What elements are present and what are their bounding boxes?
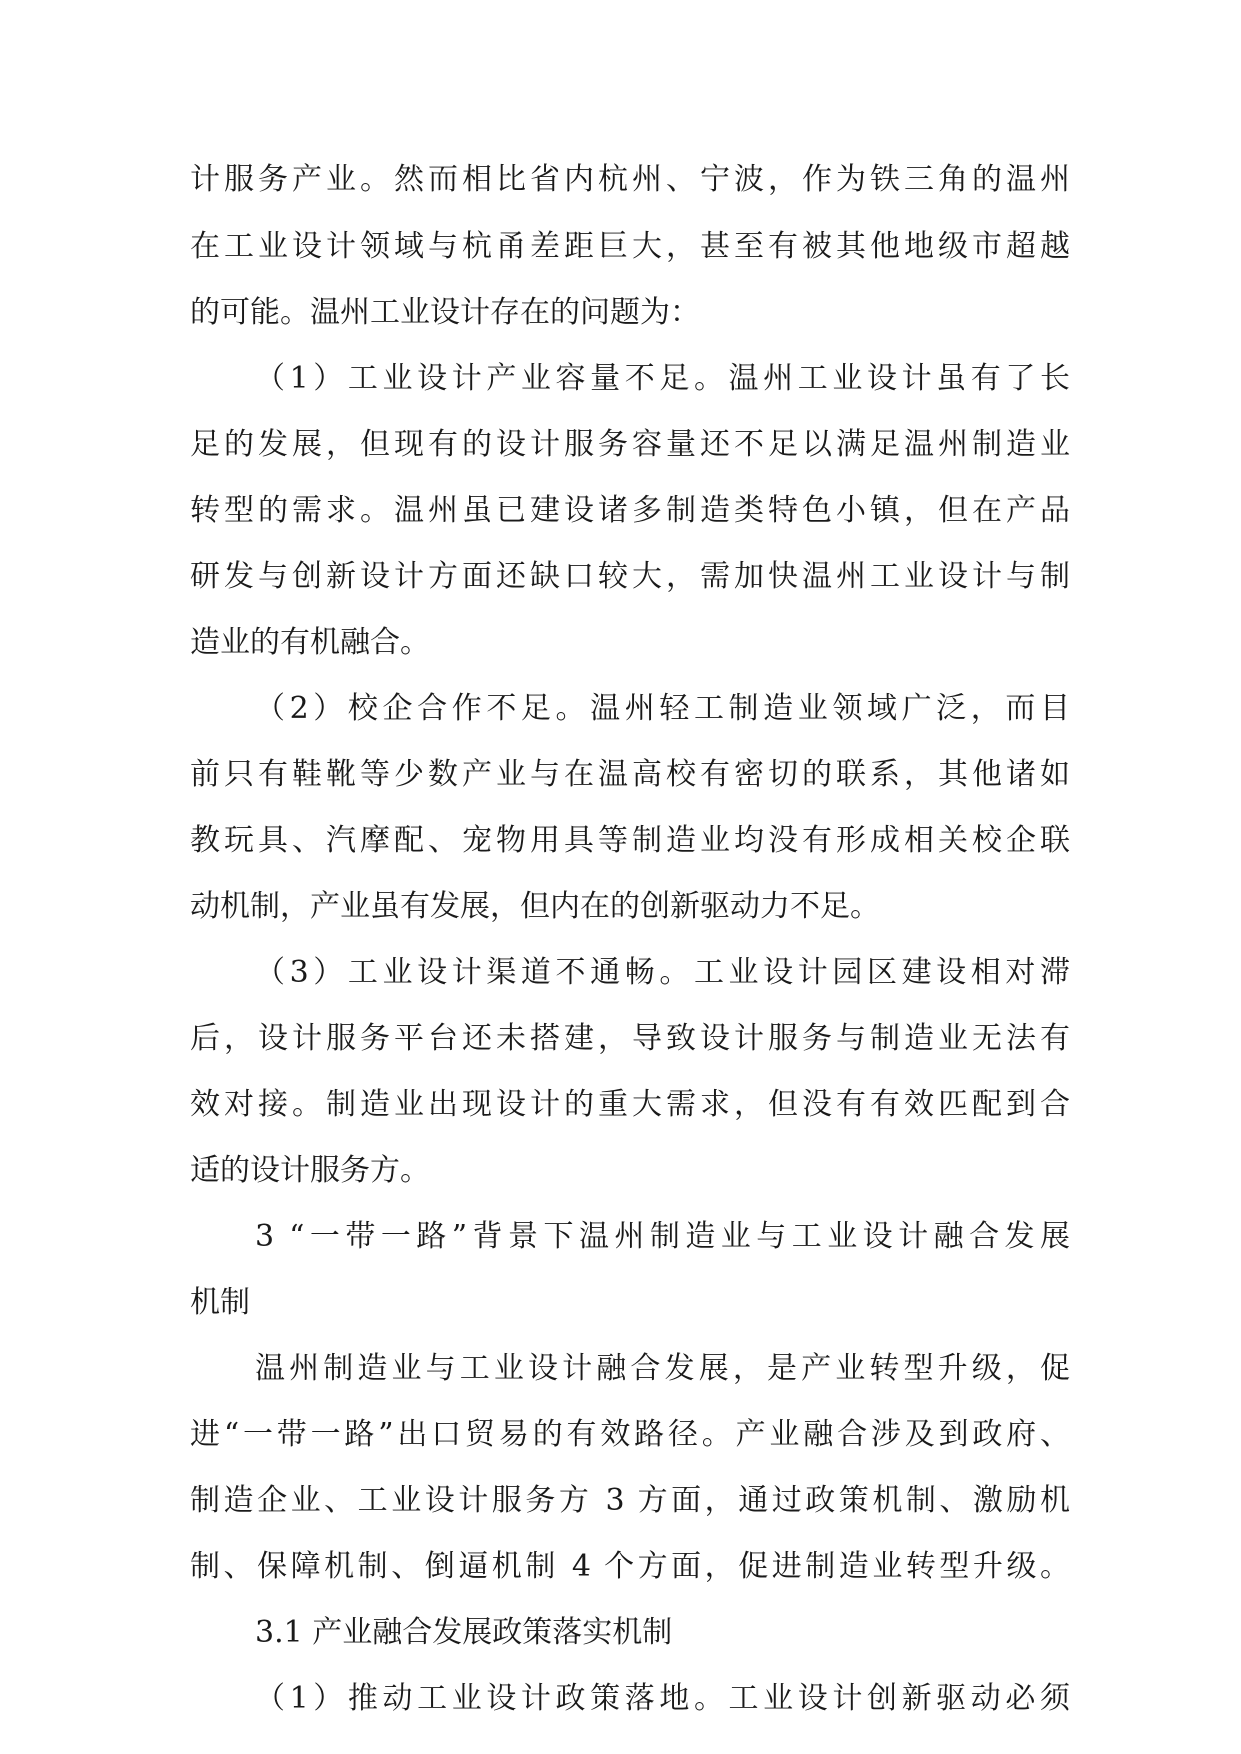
list-item-line: （2）校企合作不足。温州轻工制造业领域广泛，而目 bbox=[255, 691, 1070, 726]
body-text-line: 温州制造业与工业设计融合发展，是产业转型升级，促 bbox=[255, 1351, 1070, 1386]
body-text-line: 研发与创新设计方面还缺口较大，需加快温州工业设计与制 bbox=[190, 559, 1070, 594]
body-text-line: 后，设计服务平台还未搭建，导致设计服务与制造业无法有 bbox=[190, 1021, 1070, 1056]
body-text-line: 制造企业、工业设计服务方 3 方面，通过政策机制、激励机 bbox=[190, 1483, 1070, 1518]
body-text-line: 转型的需求。温州虽已建设诸多制造类特色小镇，但在产品 bbox=[190, 493, 1070, 528]
body-text-line: 的可能。温州工业设计存在的问题为： bbox=[190, 295, 700, 330]
body-text-line: 足的发展，但现有的设计服务容量还不足以满足温州制造业 bbox=[190, 427, 1070, 462]
body-text-line: 效对接。制造业出现设计的重大需求，但没有有效匹配到合 bbox=[190, 1087, 1070, 1122]
list-item-line: （1）推动工业设计政策落地。工业设计创新驱动必须 bbox=[255, 1681, 1070, 1716]
subsection-heading: 3.1 产业融合发展政策落实机制 bbox=[255, 1615, 673, 1650]
section-heading: 3 “一带一路”背景下温州制造业与工业设计融合发展 bbox=[255, 1219, 1070, 1254]
body-text-line: 在工业设计领域与杭甬差距巨大，甚至有被其他地级市超越 bbox=[190, 229, 1070, 264]
list-item-line: （1）工业设计产业容量不足。温州工业设计虽有了长 bbox=[255, 361, 1070, 396]
body-text-line: 计服务产业。然而相比省内杭州、宁波，作为铁三角的温州 bbox=[190, 162, 1070, 197]
body-text-line: 进“一带一路”出口贸易的有效路径。产业融合涉及到政府、 bbox=[190, 1417, 1070, 1452]
body-text-line: 造业的有机融合。 bbox=[190, 625, 430, 660]
list-item-line: （3）工业设计渠道不通畅。工业设计园区建设相对滞 bbox=[255, 955, 1070, 990]
body-text-line: 前只有鞋靴等少数产业与在温高校有密切的联系，其他诸如 bbox=[190, 757, 1070, 792]
body-text-line: 动机制，产业虽有发展，但内在的创新驱动力不足。 bbox=[190, 889, 880, 924]
section-heading: 机制 bbox=[190, 1285, 250, 1320]
body-text-line: 适的设计服务方。 bbox=[190, 1153, 430, 1188]
body-text-line: 教玩具、汽摩配、宠物用具等制造业均没有形成相关校企联 bbox=[190, 823, 1070, 858]
body-text-line: 制、保障机制、倒逼机制 4 个方面，促进制造业转型升级。 bbox=[190, 1549, 1070, 1584]
